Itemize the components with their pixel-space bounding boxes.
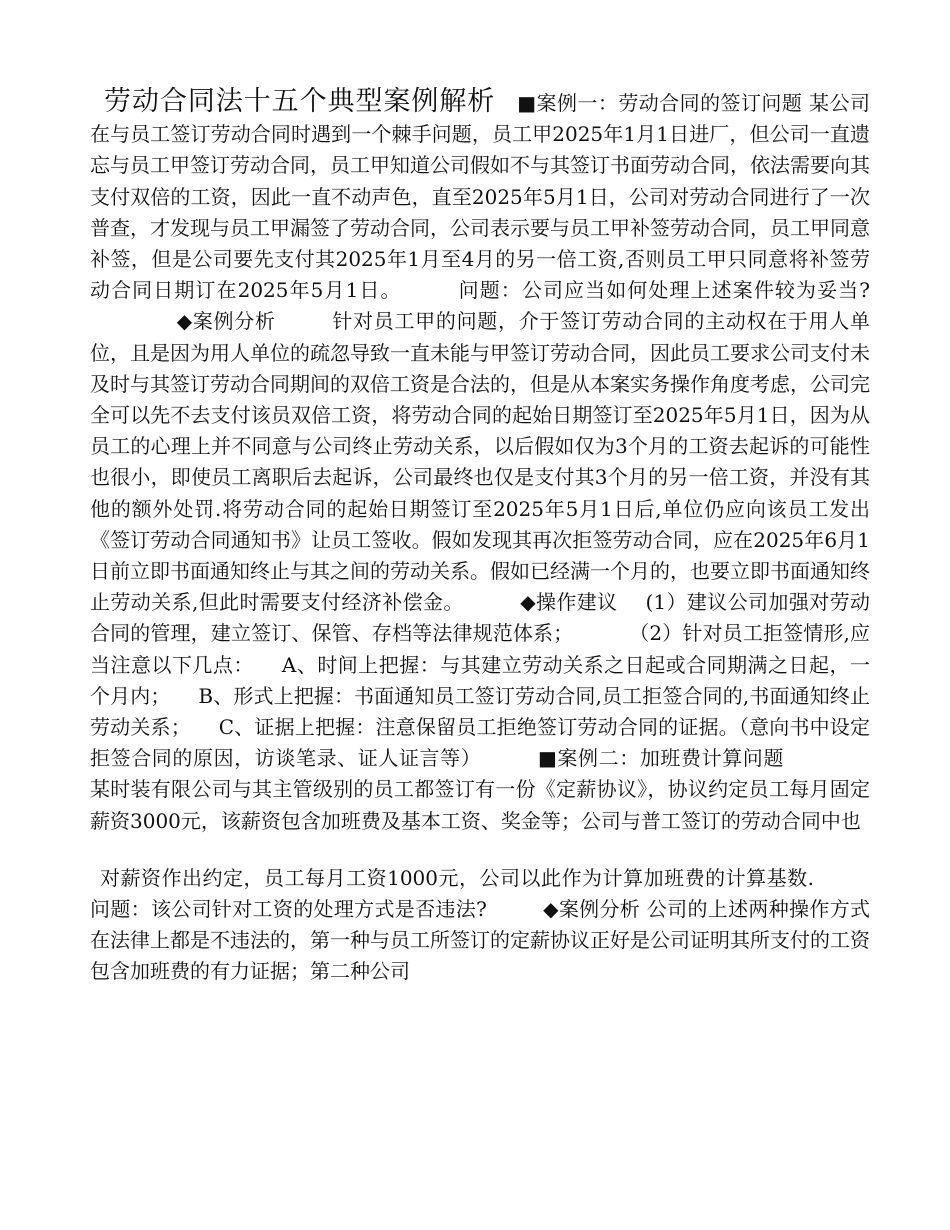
- case1-point-a: A、时间上把握：与其建立劳动关系之日起或合同期满之日起，一个月内；: [90, 652, 870, 708]
- document-body: [90, 86, 870, 988]
- case1-analysis-heading: ◆案例分析: [176, 309, 276, 334]
- case2-analysis-heading: ◆案例分析: [542, 897, 641, 922]
- case1-heading: ■案例一：劳动合同的签订问题: [517, 91, 803, 115]
- case2-analysis: 公司的上述两种操作方式在法律上都是不违法的，第一种与员工所签订的定薪协议正好是公司证明其所支付的工资包含加班费的有力证据；第二种公司: [90, 897, 871, 984]
- case1-point-c: C、证据上把握：注意保留员工拒绝签订劳动合同的证据。（意向书中设定拒签合同的原因，访谈笔录、证人证言等）: [90, 715, 870, 771]
- case1-analysis: 针对员工甲的问题，介于签订劳动合同的主动权在于用人单位，且是因为用人单位的疏忽导致一直未能与甲签订劳动合同，因此员工要求公司支付未及时与其签订劳动合同期间的双倍工资是合法的，但是从本案实务操作角度考虑，公司完全可以先不去支付该员双倍工资，将劳动合同的起始日期签订至2025年5月1日，因为从员工的心理上并不同意与公司终止劳动关系，以后假如仅为3个月的工资去起诉的可能性也很小，即使员工离职后去起诉，公司最终也仅是支付其3个月的另一倍工资，并没有其他的额外处罚.将劳动合同的起始日期签订至2025年5月1日后,单位仍应向该员工发出《签订劳动合同通知书》让员工签收。假如发现其再次拒签劳动合同，应在2025年6月1日前立即书面通知终止与其之间的劳动关系。假如已经满一个月的，也要立即书面通知终止劳动关系,但此时需要支付经济补偿金。: [90, 309, 870, 615]
- case1-background: 某公司在与员工签订劳动合同时遇到一个棘手问题，员工甲2025年1月1日进厂，但公司一直遗忘与员工甲签订劳动合同，员工甲知道公司假如不与其签订书面劳动合同，依法需要向其支付双倍的工资，因此一直不动声色，直至2025年5月1日，公司对劳动合同进行了一次普查，才发现与员工甲漏签了劳动合同，公司表示要与员工甲补签劳动合同，员工甲同意补签，但是公司要先支付其2025年1月至4月的另一倍工资,否则员工甲只同意将补签劳动合同日期订在2025年5月1日。: [90, 91, 871, 303]
- case2-question: 问题：该公司针对工资的处理方式是否违法?: [90, 897, 487, 922]
- second-text-block: [90, 863, 870, 988]
- case1-advice-1: (1）建议公司加强对劳动合同的管理，建立签订、保管、存档等法律规范体系；: [90, 590, 870, 646]
- case1-advice-2: （2）针对员工拒签情形,应当注意以下几点：: [90, 621, 870, 677]
- case1-question: 问题：公司应当如何处理上述案件较为妥当?: [457, 278, 870, 303]
- case2-background-part2: 对薪资作出约定，员工每月工资1000元，公司以此作为计算加班费的计算基数.: [100, 865, 814, 890]
- first-text-block: [90, 86, 870, 837]
- document-title: 劳动合同法十五个典型案例解析: [104, 86, 496, 117]
- case1-point-b: B、形式上把握：书面通知员工签订劳动合同,员工拒签合同的,书面通知终止劳动关系；: [90, 683, 870, 740]
- case2-background-part1: 某时装有限公司与其主管级别的员工都签订有一份《定薪协议》，协议约定员工每月固定薪资3000元，该薪资包含加班费及基本工资、奖金等；公司与普工签订的劳动合同中也: [90, 777, 870, 833]
- case1-advice-heading: ◆操作建议: [519, 590, 618, 615]
- case2-heading: ■案例二：加班费计算问题: [537, 746, 784, 771]
